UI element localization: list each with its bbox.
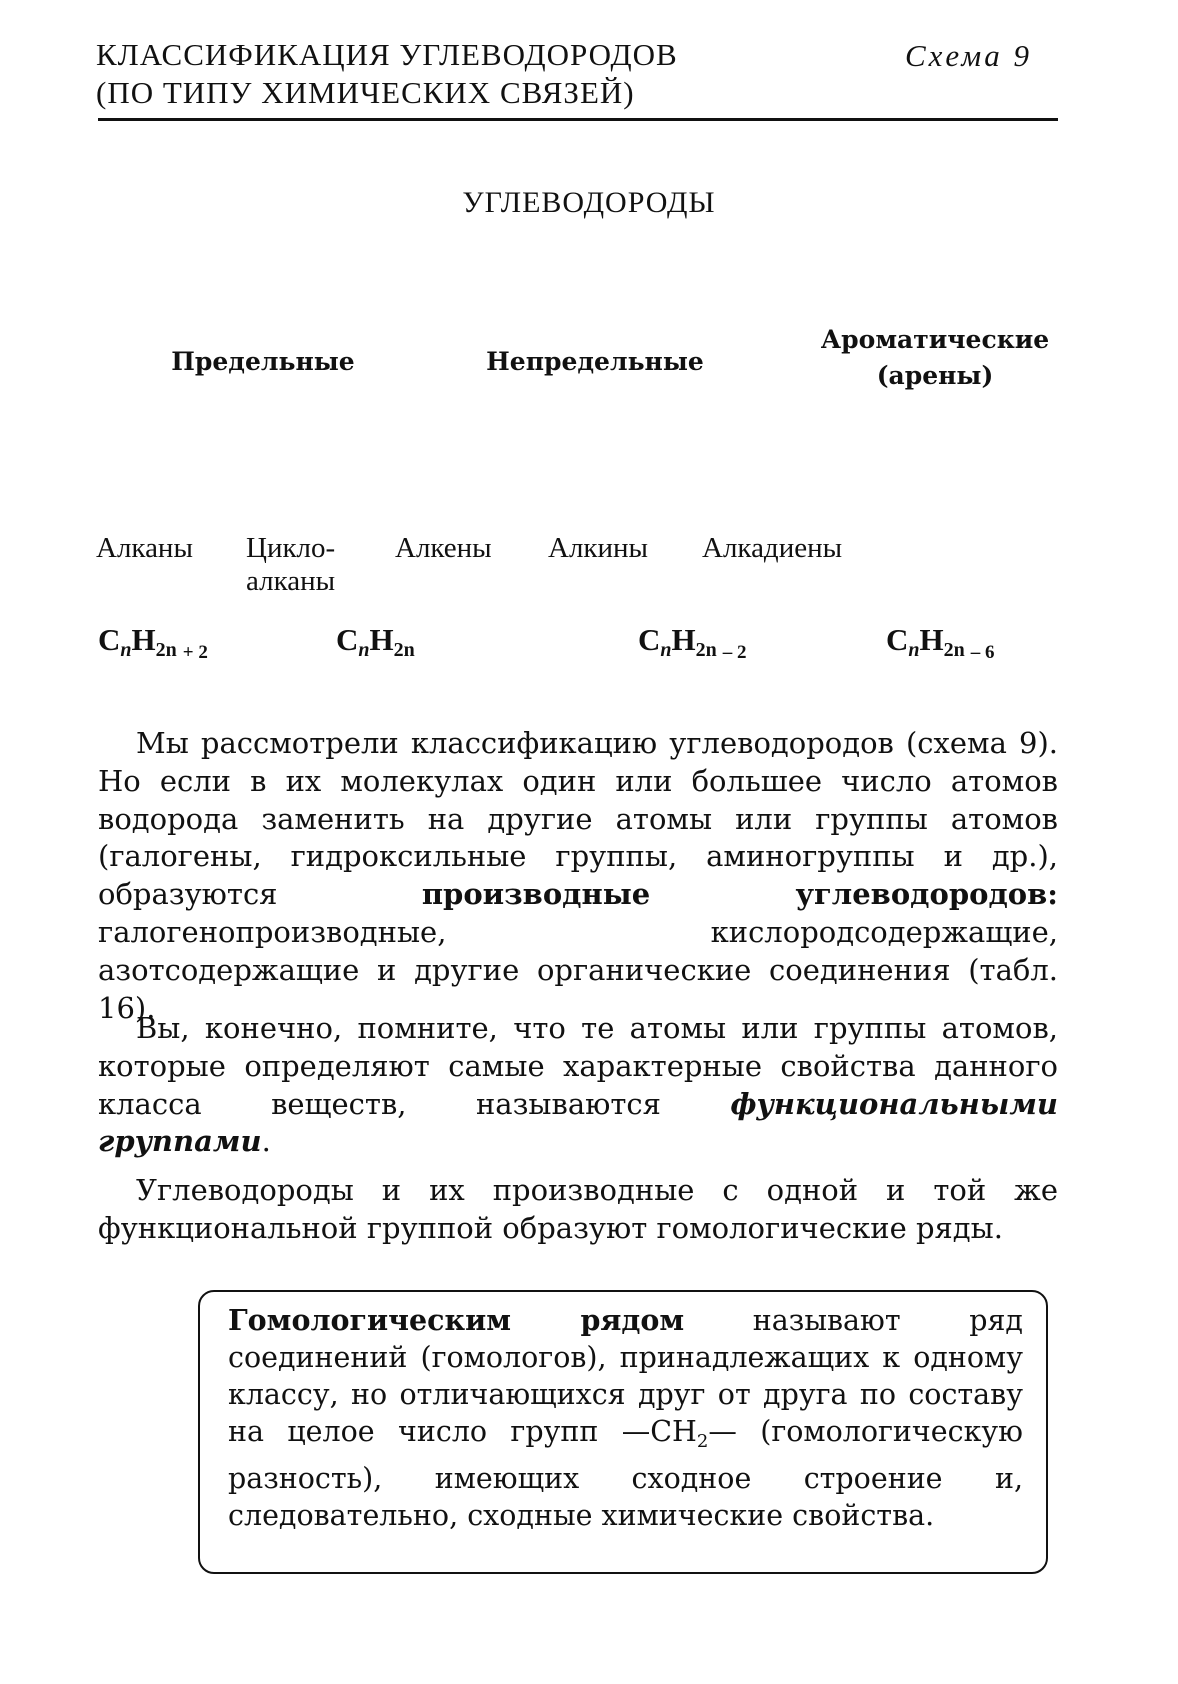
subclass-cycloalkanes-line-2: алканы <box>246 565 336 597</box>
subclass-alkanes: Алканы <box>96 532 193 564</box>
diagram-root: УГЛЕВОДОРОДЫ <box>462 186 716 219</box>
paragraph-3: Углеводороды и их производные с одной и той же функциональной группой образуют гомологические ряды. <box>98 1173 1058 1245</box>
category-saturated: Предельные <box>171 347 355 376</box>
subclass-alkynes: Алкины <box>548 532 649 564</box>
term-functional-groups: функциональными группами <box>98 1086 1058 1159</box>
subclass-cycloalkanes-line-1: Цикло- <box>246 532 336 564</box>
title-line-1: КЛАССИФИКАЦИЯ УГЛЕВОДОРОДОВ <box>96 37 678 72</box>
title-line-2: (ПО ТИПУ ХИМИЧЕСКИХ СВЯЗЕЙ) <box>96 75 635 110</box>
formula-alkynes-alkadienes: CnH2n $_{- 2}$ <box>638 622 747 663</box>
schema-label: Схема 9 <box>905 38 1032 73</box>
term-derivatives: производные углеводородов: <box>421 877 1058 912</box>
category-aromatic-line-2: (арены) <box>876 361 994 390</box>
subclass-cycloalkanes <box>246 532 335 598</box>
category-aromatic-line-1: Ароматические <box>820 325 1050 354</box>
formula-cycloalkanes-alkenes: CnH2n <box>336 622 415 661</box>
paragraph-2: Вы, конечно, помните, что те атомы или группы атомов, которые определяют самые характерные свойства данного класса веществ, называются функциональными группами. <box>98 1011 1058 1159</box>
header-divider <box>98 118 1058 121</box>
term-homologous-series: Гомологическим рядом <box>228 1303 685 1337</box>
page-title <box>96 36 678 112</box>
definition-text: Гомологическим рядом называют ряд соединений (гомологов), принадлежащих к одному классу, но отличающихся друг от друга по составу на целое число групп $—CH_2—$ (гомологическую разность), имеющих сходное строение и, следовательно, сходные химические свойства. <box>228 1303 1023 1532</box>
paragraph-1: Мы рассмотрели классификацию углеводородов (схема 9). Но если в их молекулах один или большее число атомов водорода заменить на другие атомы или группы атомов (галогены, гидроксильные группы, аминогруппы и др.), образуются производные углеводородов: галогенопроизводные, кислородсодержащие, азотсодержащие и другие органические соединения (табл. 16). <box>98 726 1058 1025</box>
category-unsaturated: Непредельные <box>486 347 704 376</box>
formula-alkanes: CnH2n $_{+ 2}$ <box>98 622 208 663</box>
subclass-alkenes: Алкены <box>395 532 492 564</box>
formula-arenes: CnH2n $_{- 6}$ <box>886 622 995 663</box>
subclass-alkadienes: Алкадиены <box>702 532 843 564</box>
category-aromatic <box>800 322 1070 394</box>
